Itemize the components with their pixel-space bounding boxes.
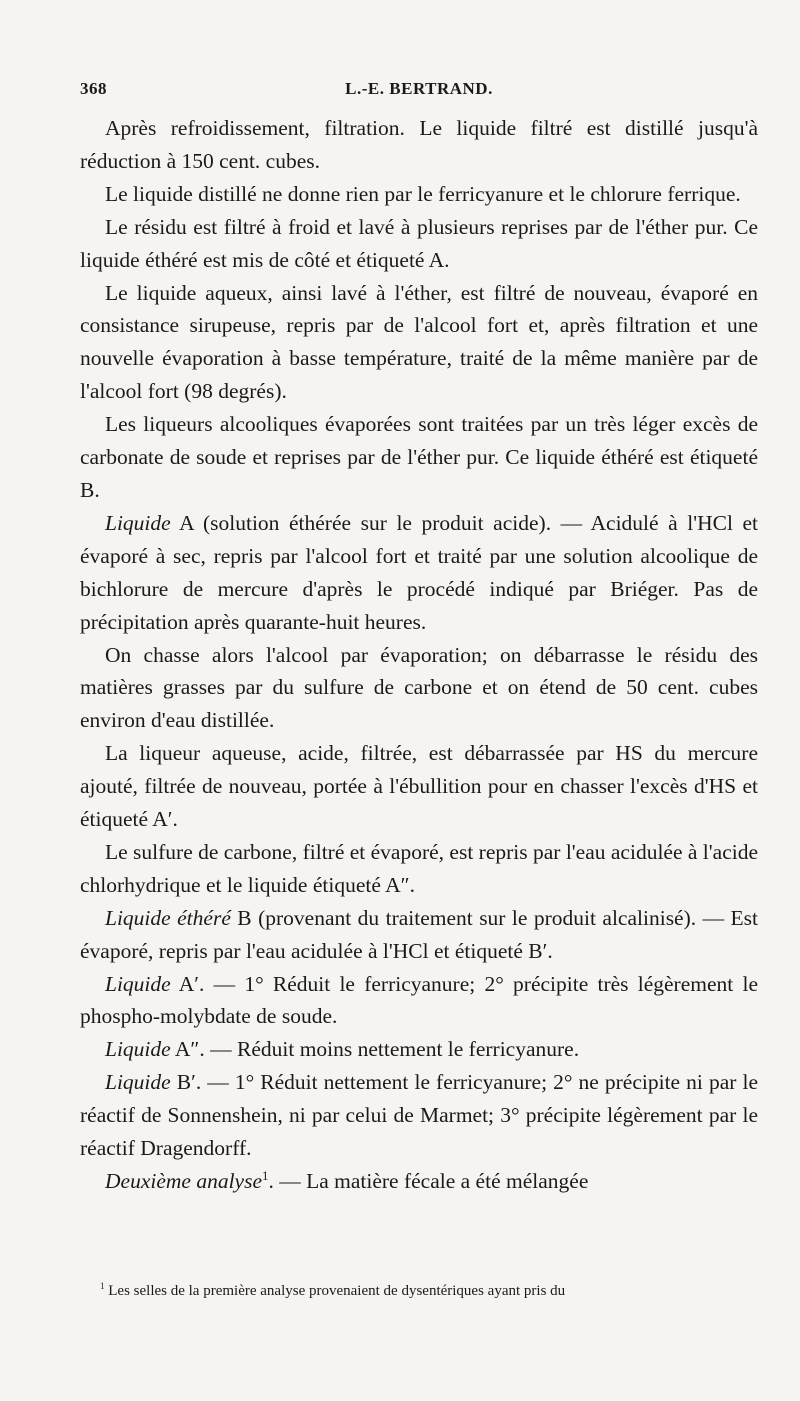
paragraph-lead: Liquide éthéré [105, 905, 231, 930]
paragraph-text: A″. — Réduit moins nettement le ferricyanure. [170, 1037, 580, 1062]
footnote [80, 1281, 758, 1301]
paragraph-text: B′. — 1° Réduit nettement le ferricyanure; 2° ne précipite ni par le réactif de Sonnenshein, ni par celui de Marmet; 3° précipite légèrement par le réactif Dragendorff. [80, 1070, 758, 1161]
paragraph-lead: Liquide [105, 510, 171, 535]
paragraph-lead: Liquide [105, 1070, 171, 1095]
paragraph-liquide-b-prime [80, 1066, 758, 1165]
paragraph-lead: Liquide [105, 971, 171, 996]
paragraph-lead: Deuxième analyse [105, 1169, 262, 1193]
paragraph-text: B (provenant du traitement sur le produit alcalinisé). — Est évaporé, repris par l'eau acidulée à l'HCl et étiqueté B′. [80, 905, 758, 963]
paragraph-text: . — La matière fécale a été mélangée [268, 1169, 589, 1193]
page-header [80, 79, 758, 105]
paragraph-liquide-a [80, 507, 758, 639]
paragraph-deuxieme-analyse [80, 1165, 758, 1198]
footnote-text: Les selles de la première analyse provenaient de dysentériques ayant pris du [108, 1283, 566, 1299]
paragraph: Les liqueurs alcooliques évaporées sont traitées par un très léger excès de carbonate de soude et reprises par de l'éther pur. Ce liquide éthéré est étiqueté B. [80, 412, 758, 502]
paragraph: Le liquide aqueux, ainsi lavé à l'éther, est filtré de nouveau, évaporé en consistance sirupeuse, repris par de l'alcool fort et, après filtration et une nouvelle évaporation à basse température, traité de la même manière par de l'alcool fort (98 degrés). [80, 280, 758, 404]
paragraph: Le sulfure de carbone, filtré et évaporé, est repris par l'eau acidulée à l'acide chlorhydrique et le liquide étiqueté A″. [80, 839, 758, 897]
paragraph-liquide-a-second [80, 1033, 758, 1066]
footnote-reference: 1 [262, 1168, 269, 1183]
page-number: 368 [80, 79, 107, 98]
footnote-marker: 1 [100, 1281, 105, 1291]
paragraph: La liqueur aqueuse, acide, filtrée, est débarrassée par HS du mercure ajouté, filtrée de nouveau, portée à l'ébullition pour en chasser l'excès d'HS et étiqueté A′. [80, 741, 758, 832]
paragraph: Le liquide distillé ne donne rien par le ferricyanure et le chlorure ferrique. [105, 181, 741, 206]
paragraph-text: A′. — 1° Réduit le ferricyanure; 2° précipite très légèrement le phospho-molybdate de soude. [80, 971, 758, 1029]
paragraph: Après refroidissement, filtration. Le liquide filtré est distillé jusqu'à réduction à 150 cent. cubes. [80, 116, 758, 173]
paragraph: Le résidu est filtré à froid et lavé à plusieurs reprises par de l'éther pur. Ce liquide éthéré est mis de côté et étiqueté A. [80, 214, 758, 272]
paragraph-liquide-ethere-b [80, 902, 758, 968]
paragraph-lead: Liquide [105, 1037, 171, 1062]
paragraph-text: A (solution éthérée sur le produit acide). — Acidulé à l'HCl et évaporé à sec, repris par l'alcool fort et traité par une solution alcoolique de bichlorure de mercure d'après le procédé indiqué par Briéger. Pas de précipitation après quarante-huit heures. [80, 510, 758, 634]
body-text [80, 112, 758, 1198]
footnote-text-line [80, 1281, 758, 1301]
paragraph-liquide-a-prime [80, 968, 758, 1034]
paragraph: On chasse alors l'alcool par évaporation; on débarrasse le résidu des matières grasses par du sulfure de carbone et on étend de 50 cent. cubes environ d'eau distillée. [80, 642, 758, 733]
running-head: L.-E. BERTRAND. [345, 79, 493, 98]
